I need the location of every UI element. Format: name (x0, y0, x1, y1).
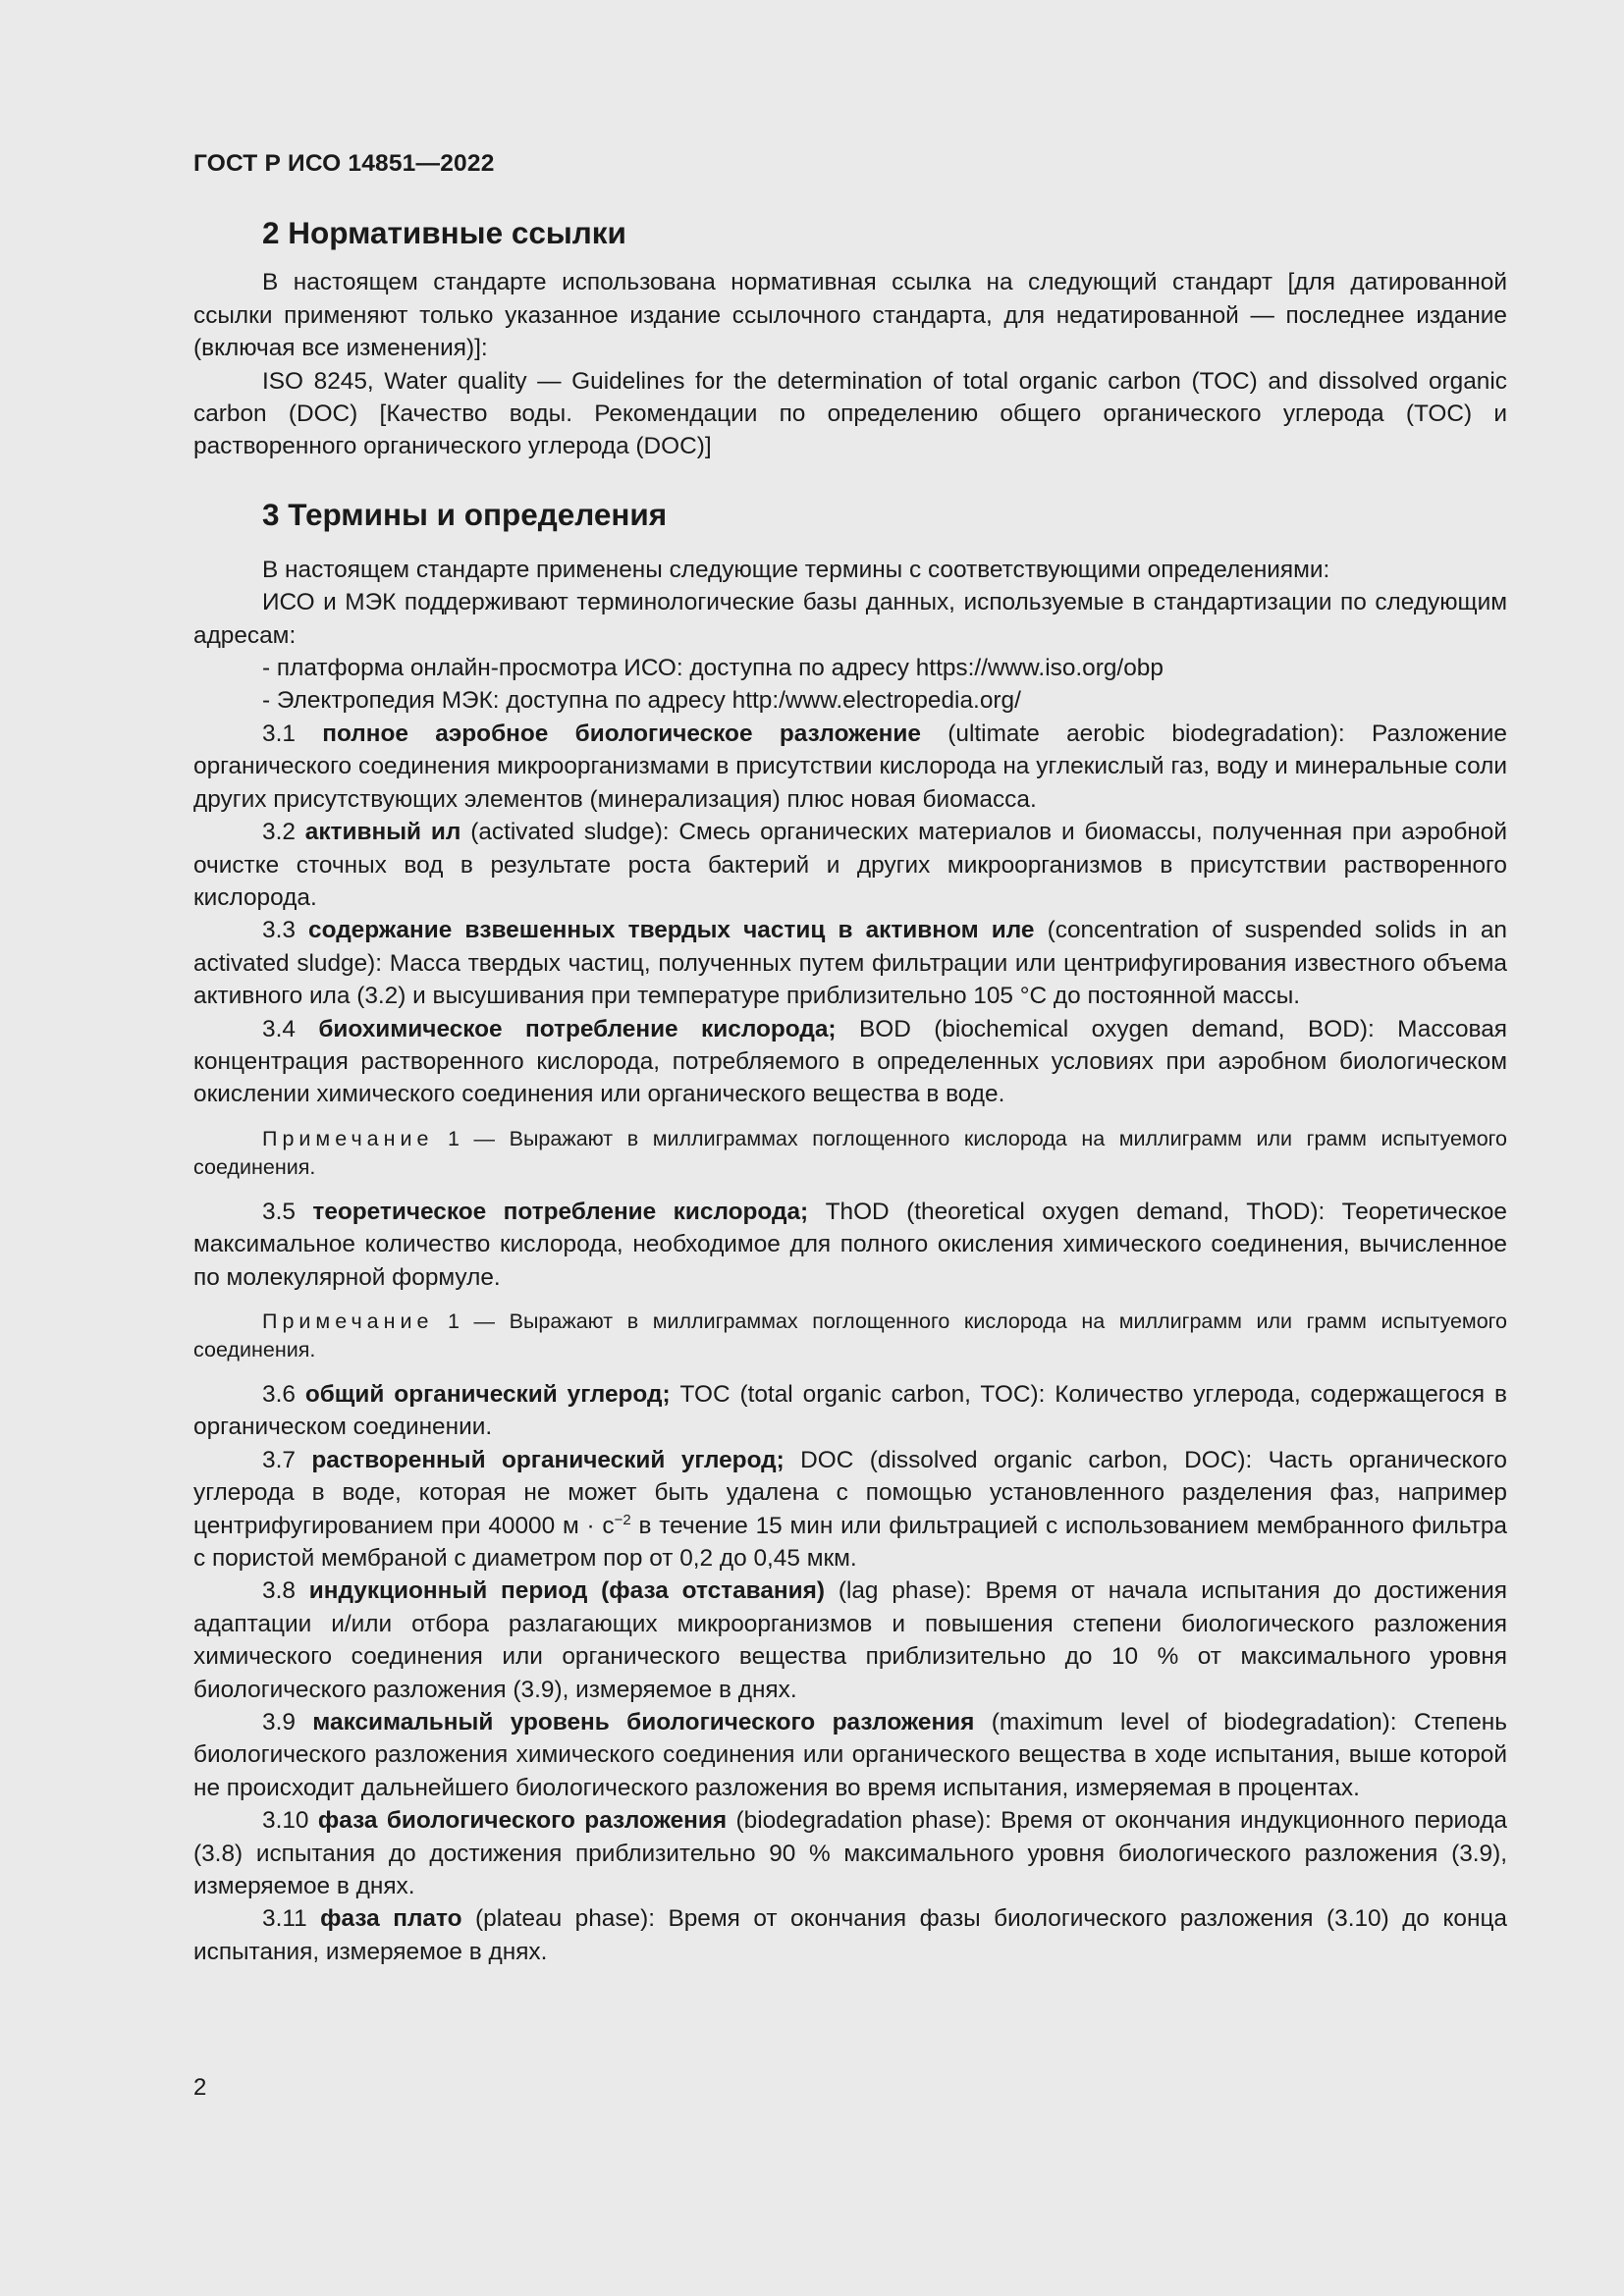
term-name: общий органический углерод; (304, 1380, 671, 1408)
term-definition: BOD (biochemical oxygen demand, BOD): Массовая концентрация растворенного кислорода, потребляемого в определенных условиях при аэробном биологическом окислении химического соединения или органического вещества в воде. (193, 1015, 1508, 1108)
note-3-4 (193, 1125, 1507, 1182)
term-definition: (maximum level of biodegradation): Степень биологического разложения химического соединения или органического вещества в ходе испытания, выше которой не происходит дальнейшего биологического разложения во время испытания, измеряемая в процентах. (193, 1709, 1507, 1801)
iso-obp-bullet: - платформа онлайн-просмотра ИСО: доступна по адресу https://www.iso.org/obp (262, 655, 1164, 682)
page-content (193, 147, 1507, 1968)
term-number: 3.11 (262, 1905, 321, 1933)
term-name: индукционный период (фаза отставания) (308, 1577, 825, 1605)
term-3-6 (193, 1378, 1507, 1444)
term-definition: ThOD (theoretical oxygen demand, ThOD): Теоретическое максимальное количество кислорода, необходимое для полного окисления химического соединения, вычисленное по молекулярной формуле. (193, 1198, 1507, 1291)
term-number: 3.8 (262, 1577, 309, 1605)
term-3-2 (193, 816, 1507, 914)
term-3-4 (193, 1013, 1507, 1111)
term-definition: (plateau phase): Время от окончания фазы биологического разложения (3.10) до конца испытания, измеряемое в днях. (193, 1905, 1507, 1965)
term-3-1 (193, 718, 1507, 816)
term-number: 3.1 (262, 720, 323, 747)
term-name: содержание взвешенных твердых частиц в активном иле (308, 917, 1035, 944)
note-label: Примечание (262, 1308, 434, 1333)
electropedia-bullet: - Электропедия МЭК: доступна по адресу http:/www.electropedia.org/ (262, 687, 1021, 715)
term-definition: (ultimate aerobic biodegradation): Разложение органического соединения микроорганизмами в присутствии кислорода на углекислый газ, воду и минеральные соли других присутствующих элементов (минерализация) плюс новая биомасса. (193, 720, 1508, 813)
section-2-title: 2 Нормативные ссылки (262, 215, 626, 251)
term-definition: (activated sludge): Смесь органических материалов и биомассы, полученная при аэробной очистке сточных вод в результате роста бактерий и других микроорганизмов в присутствии растворенного кислорода. (193, 819, 1508, 911)
term-number: 3.9 (262, 1709, 313, 1736)
term-number: 3.3 (262, 917, 309, 944)
document-header-id: ГОСТ Р ИСО 14851—2022 (193, 150, 495, 177)
section-3-intro: В настоящем стандарте применены следующие термины с соответствующими определениями: (262, 556, 1330, 583)
term-number: 3.5 (262, 1198, 313, 1225)
term-3-7 (193, 1444, 1507, 1575)
terminology-databases-text: ИСО и МЭК поддерживают терминологические базы данных, используемые в стандартизации по следующим адресам: (193, 589, 1507, 649)
term-definition-part-a: DOC (dissolved organic carbon, DOC): Часть органического углерода в воде, которая не может быть удалена с помощью установленного разделения фаз, например центрифугированием при 40000 м · с (193, 1446, 1507, 1539)
term-definition: (lag phase): Время от начала испытания до достижения адаптации и/или отбора разлагающих микроорганизмов и повышения степени биологического разложения химического соединения или органического вещества приблизительно до 10 % от максимального уровня биологического разложения (3.9), измеряемое в днях. (193, 1577, 1507, 1703)
term-3-3 (193, 914, 1507, 1012)
term-name: биохимическое потребление кислорода; (318, 1015, 837, 1042)
note-text: 1 — Выражают в миллиграммах поглощенного кислорода на миллиграмм или грамм испытуемого соединения. (193, 1308, 1507, 1362)
term-number: 3.6 (262, 1380, 305, 1408)
term-name: фаза плато (320, 1905, 462, 1933)
term-definition: (concentration of suspended solids in an activated sludge): Масса твердых частиц, полученных путем фильтрации или центрифугирования известного объема активного ила (3.2) и высушивания при температуре приблизительно 105 °С до постоянной массы. (193, 917, 1507, 1010)
term-name: фаза биологического разложения (317, 1807, 728, 1835)
term-name: теоретическое потребление кислорода; (312, 1198, 809, 1225)
superscript-exponent: −2 (614, 1511, 631, 1528)
term-name: растворенный органический углерод; (311, 1446, 785, 1473)
term-number: 3.2 (262, 819, 305, 846)
term-definition: (biodegradation phase): Время от окончания индукционного периода (3.8) испытания до достижения приблизительно 90 % максимального уровня биологического разложения (3.9), измеряемое в днях. (193, 1807, 1507, 1900)
term-number: 3.7 (262, 1446, 312, 1473)
term-3-9 (193, 1706, 1507, 1804)
term-number: 3.4 (262, 1015, 319, 1042)
term-name: полное аэробное биологическое разложение (322, 720, 921, 747)
note-label: Примечание (262, 1126, 434, 1150)
term-name: максимальный уровень биологического разложения (312, 1709, 975, 1736)
term-3-10 (193, 1804, 1507, 1902)
term-definition: TOC (total organic carbon, TOC): Количество углерода, содержащегося в органическом соединении. (193, 1380, 1507, 1441)
section-2-intro: В настоящем стандарте использована нормативная ссылка на следующий стандарт [для датированной ссылки применяют только указанное издание ссылочного стандарта, для недатированной — последнее издание (включая все изменения)]: (193, 269, 1507, 362)
term-definition-part-b: в течение 15 мин или фильтрацией с использованием мембранного фильтра с пористой мембраной с диаметром пор от 0,2 до 0,45 мкм. (193, 1512, 1507, 1572)
term-name: активный ил (304, 819, 461, 846)
term-number: 3.10 (262, 1807, 318, 1835)
term-3-8 (193, 1575, 1507, 1706)
term-3-11 (193, 1902, 1507, 1968)
term-3-5 (193, 1196, 1507, 1294)
note-3-5 (193, 1308, 1507, 1364)
page-number: 2 (193, 2074, 207, 2101)
normative-reference: ISO 8245, Water quality — Guidelines for the determination of total organic carbon (TOC) and dissolved organic carbon (DOC) [Качество воды. Рекомендации по определению общего органического углерода (TOC) и растворенного органического углерода (DOC)] (193, 367, 1507, 460)
note-text: 1 — Выражают в миллиграммах поглощенного кислорода на миллиграмм или грамм испытуемого соединения. (193, 1126, 1507, 1179)
section-3-title: 3 Термины и определения (262, 496, 668, 532)
